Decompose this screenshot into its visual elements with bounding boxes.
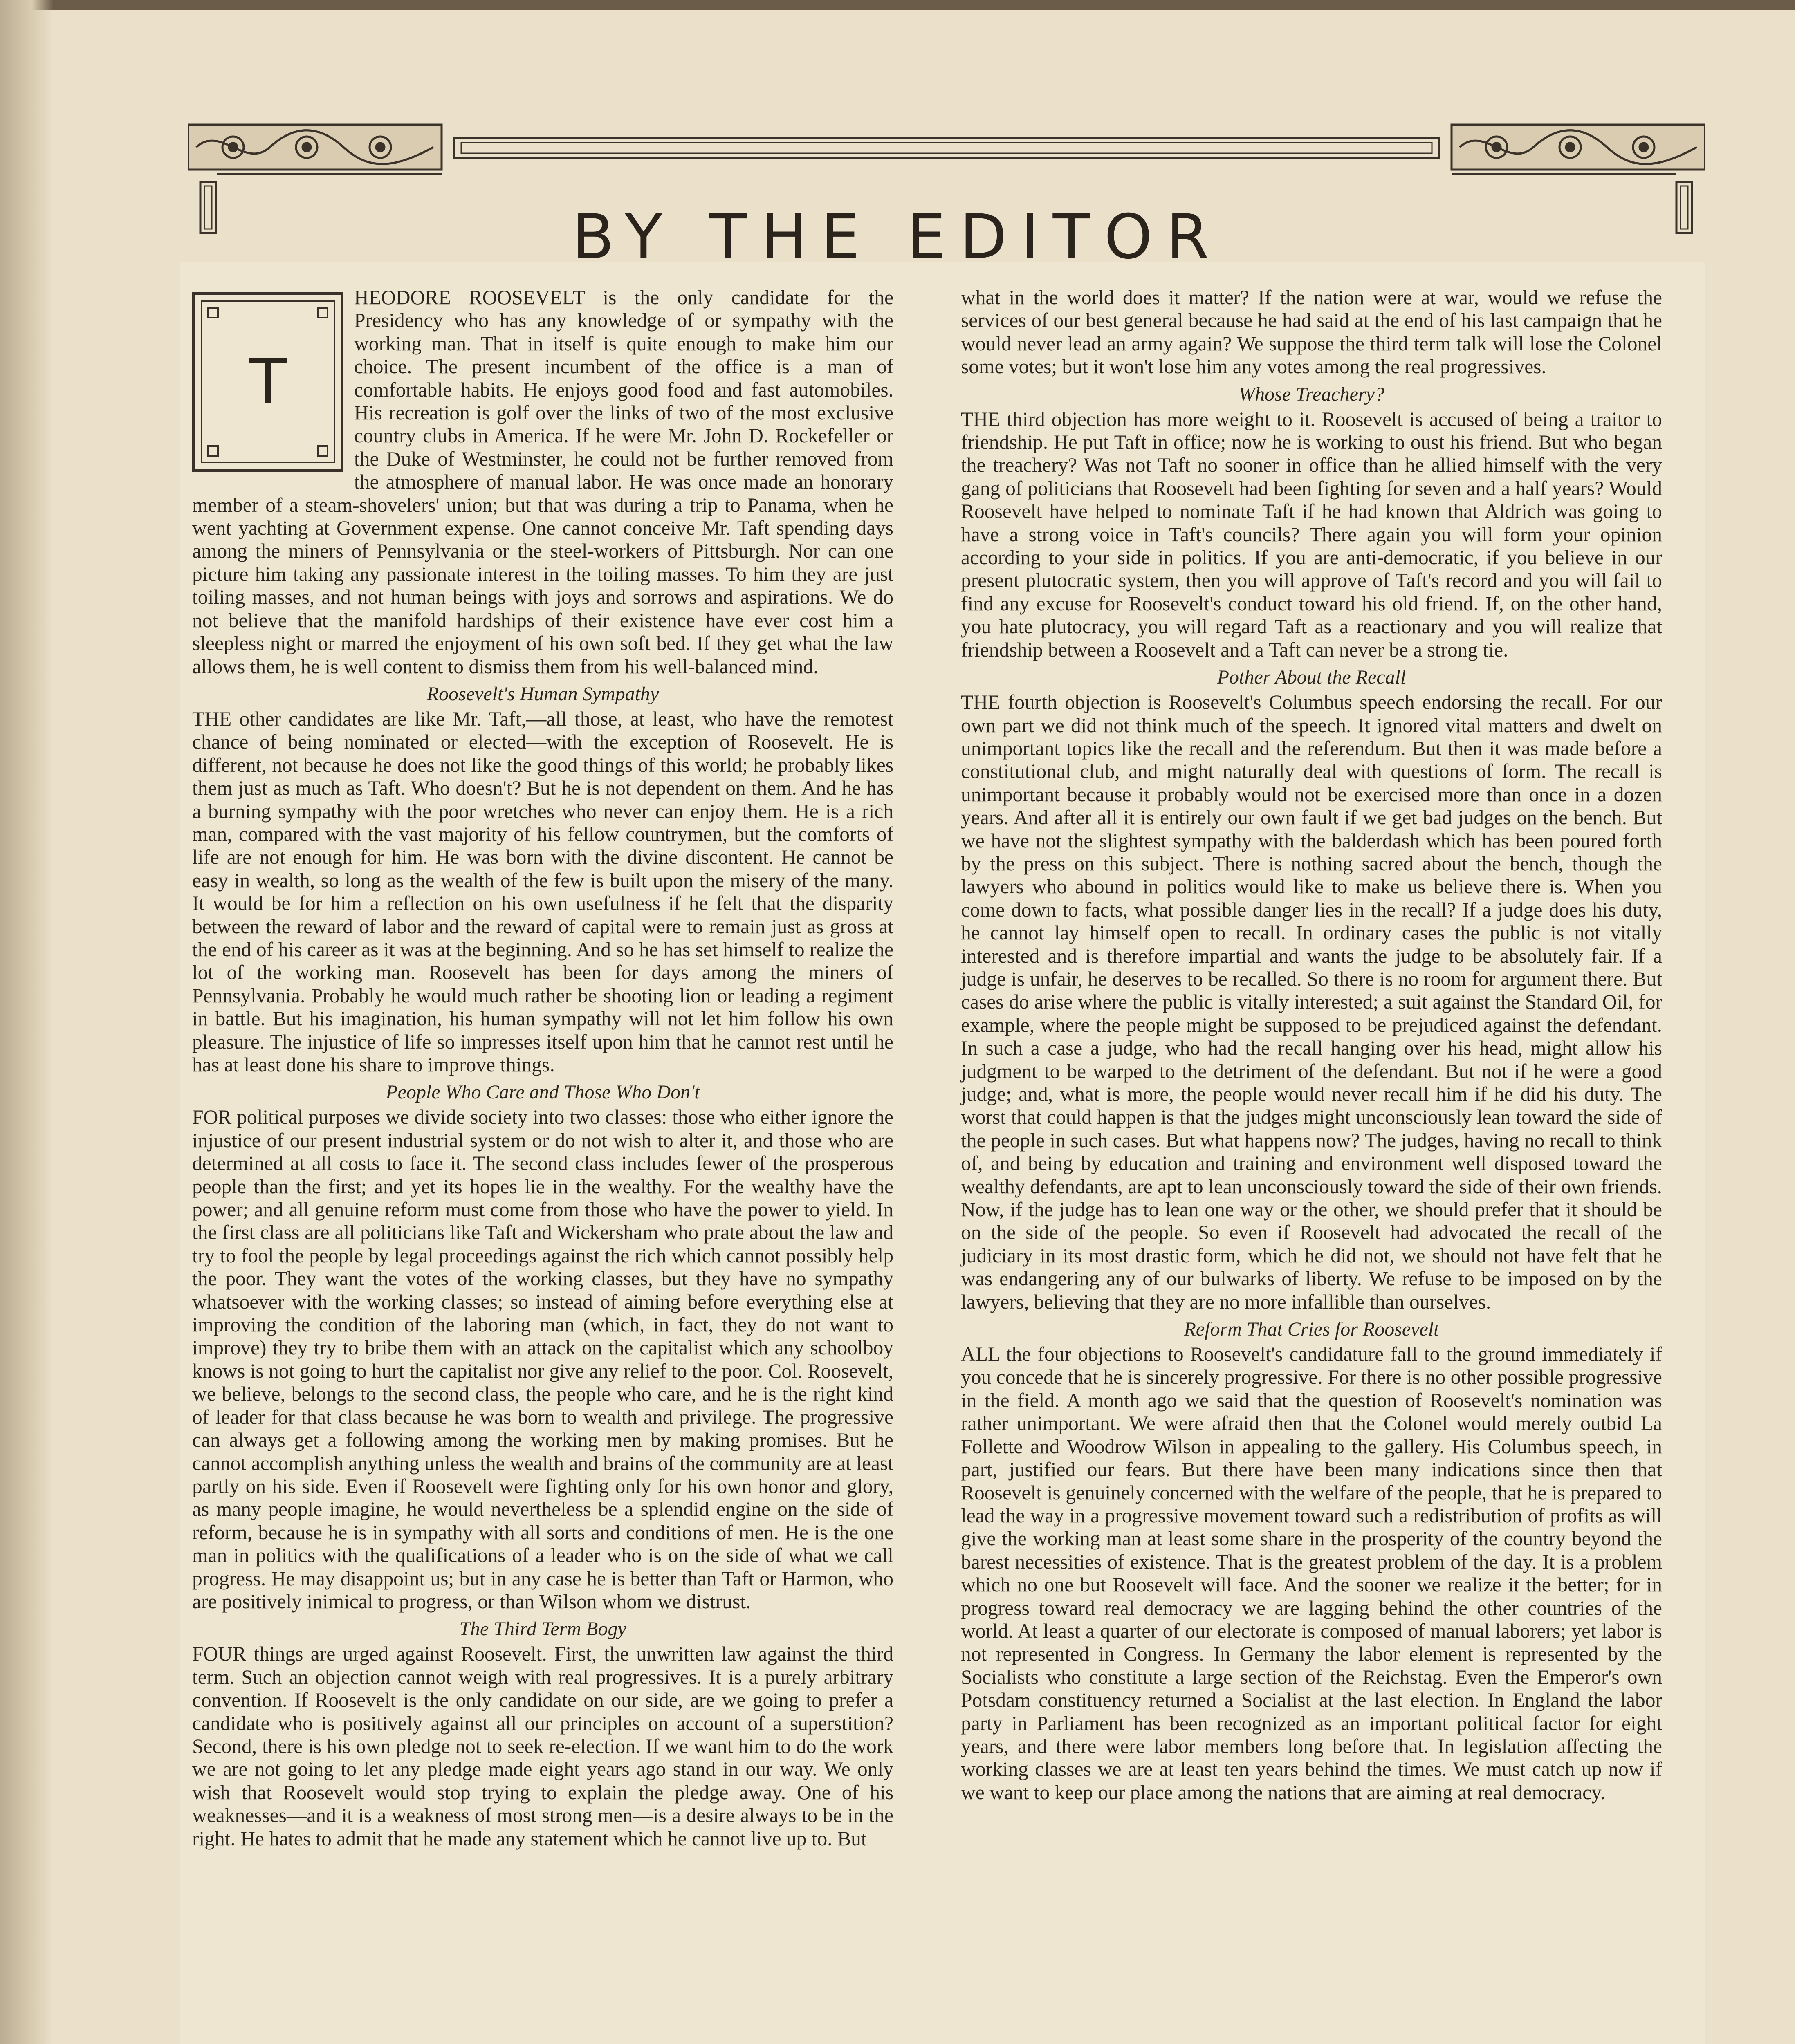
section-heading: Reform That Cries for Roosevelt [1184, 1318, 1439, 1340]
header-bar [454, 138, 1439, 158]
left-floral-ornament [188, 125, 442, 170]
section-body: THE fourth objection is Roosevelt's Columbus speech endorsing the recall. For our own part we did not think much of the speech. It ignored vital matters and dwelt on unimportant topics like the recall and the referendum. But then it was made before a constitutional club, and might naturally deal with questions of form. The recall is unimportant because it probably would not be exercised more than once in a dozen years. And after all it is entirely our own fault if we get bad judges on the bench. But we have not the slightest sympathy with the balderdash which has been poured forth by the press on this subject. There is nothing sacred about the bench, though the lawyers who abound in politics would like to make us believe there is. When you come down to facts, what possible danger lies in the recall? If a judge does his duty, he cannot lay himself open to recall. In ordinary cases the public is not vitally interested and is therefore impartial and wants the judge to be absolutely fair. If a judge is unfair, he deserves to be recalled. So there is no room for argument there. But cases do arise where the public is vitally interested; a suit against the Standard Oil, for example, where the people might be supposed to be prejudiced against the defendant. In such a case a judge, who had the recall hanging over his head, might allow his judgment to be warped to the detriment of the defendant. But not if he were a good judge; and, what is more, the people would never recall him if he did his duty. The worst that could happen is that the judges might unconsciously lean toward the side of the people in such cases. But what happens now? The judges, having no recall to think of, and being by education and training and environment well disposed toward the wealthy defendants, are apt to lean unconsciously toward the side of their own friends. Now, if the judge has to lean one way or the other, we should prefer that it should be on the side of the people. So even if Roosevelt had advocated the recall of the judiciary in its most drastic form, which he did not, we should not have felt that he was endangering any of our bulwarks of liberty. We refuse to be imposed on by the lawyers, believing that they are no more infallible than ourselves. [961, 691, 1662, 1313]
section-heading: People Who Care and Those Who Don't [386, 1081, 700, 1103]
drop-cap-box [192, 292, 343, 472]
section-body: FOR political purposes we divide society into two classes: those who either ignore the injustice of our present industrial system or do not wish to alter it, and those who are determined at all costs to face it. The second class includes fewer of the prosperous people than the first; and yet its hopes lie in the wealthy. For the wealthy have the power; and all genuine reform must come from those who have the power to yield. In the first class are all politicians like Taft and Wickersham who prate about the law and try to fool the people by legal proceedings against the rich which cannot possibly help the poor. They want the votes of the working classes, but they have no sympathy whatsoever with the working classes; so instead of aiming before everything else at improving the condition of the laboring man (which, in fact, they do not want to improve) they try to bribe them with an attack on the capitalist which any schoolboy knows is not going to hurt the capitalist nor give any relief to the poor. Col. Roosevelt, we believe, belongs to the second class, the people who care, and he is the right kind of leader for that class because he was born to wealth and privilege. The progressive can always get a following among the working men by making promises. But he cannot accomplish anything unless the wealth and brains of the community are at least partly on his side. Even if Roosevelt were fighting only for his own honor and glory, as many people imagine, he would nevertheless be a splendid engine on the side of reform, because he is in sympathy with all sorts and conditions of men. He is the one man in politics with the qualifications of a leader who is on the side of what we call progress. He may disappoint us; but in any case he is better than Taft or Harmon, who are positively inimical to progress, or than Wilson whom we distrust. [192, 1106, 893, 1613]
drop-cap-letter: T [249, 346, 287, 417]
section-body: ALL the four objections to Roosevelt's candidature fall to the ground immediately if you concede that he is sincerely progressive. For there is no other possible progressive in the field. A month ago we said that the question of Roosevelt's nomination was rather unimportant. We were afraid then that the Colonel would merely outbid La Follette and Woodrow Wilson in appealing to the gallery. His Columbus speech, in part, justified our fears. But there have been many indications since then that Roosevelt is genuinely concerned with the welfare of the people, that he is prepared to lead the way in a progressive movement toward such a redistribution of profits as will give the working man at least some share in the prosperity of the country beyond the barest necessities of existence. That is the greatest problem of the day. It is a problem which no one but Roosevelt will face. And the sooner we realize it the better; for in progress toward real democracy we are lagging behind the other countries of the world. At least a quarter of our electorate is composed of manual laborers; yet labor is not represented in Congress. In Germany the labor element is represented by the Socialists who constitute a large section of the Reichstag. Even the Emperor's own Potsdam constituency returned a Socialist at the last election. In England the labor party in Parliament has been recognized as an important political factor for eight years, and there were labor members long before that. In legislation affecting the working classes we are at least ten years behind the times. We must catch up now if we want to keep our place among the nations that are aiming at real democracy. [961, 1343, 1662, 1804]
continuation-paragraph: what in the world does it matter? If the nation were at war, would we refuse the services of our best general because he had said at the end of his last campaign that he would never lead an army again? We suppose the third term talk will lose the Colonel some votes; but it won't lose him any votes among the real progressives. [961, 286, 1662, 378]
right-column [961, 286, 1662, 1804]
section-heading: The Third Term Bogy [459, 1618, 626, 1640]
page-binding-shadow [0, 0, 53, 2044]
intro-paragraph: HEODORE ROOSEVELT is the only candidate for the Presidency who has any knowledge of or sympathy with the working man. That in itself is quite enough to make him our choice. The present incumbent of the office is a man of comfortable habits. He enjoys good food and fast automobiles. His recreation is golf over the links of two of the most exclusive country clubs in America. If he were Mr. John D. Rockefeller or the Duke of Westminster, he could not be further removed from the atmosphere of manual labor. He was once made an honorary member of a steam-shovelers' union; but that was during a trip to Panama, when he went yachting at Government expense. One cannot conceive Mr. Taft spending days among the miners of Pennsylvania or the steel-workers of Pittsburgh. Nor can one picture him taking any passionate interest in the toiling masses. To him they are just toiling masses, and not human beings with joys and sorrows and aspirations. We do not believe that the manifold hardships of their existence have ever cost him a sleepless night or marred the enjoyment of his own soft bed. If they get what the law allows them, he is well content to dismiss them from his well-balanced mind. [192, 286, 893, 678]
section-body: THE other candidates are like Mr. Taft,—all those, at least, who have the remotest chance of being nominated or elected—with the exception of Roosevelt. He is different, not because he does not like the good things of this world; he probably likes them just as much as Taft. Who doesn't? But he is not dependent on them. And he has a burning sympathy with the poor wretches who never can enjoy them. He is a rich man, compared with the vast majority of his fellow countrymen, but the comforts of life are not enough for him. He was born with the divine discontent. He cannot be easy in wealth, so long as the wealth of the few is built upon the misery of the many. It would be for him a reflection on his own usefulness if he felt that the disparity between the reward of labor and the reward of capital were to remain just as gross at the end of his career as it was at the beginning. And so he has set himself to realize the lot of the working man. Roosevelt has been for days among the miners of Pennsylvania. Probably he would much rather be shooting lion or leading a regiment in battle. But his imagination, his human sympathy will not let him follow his own pleasure. The injustice of life so impresses itself upon him that he cannot rest until he has at least done his share to improve things. [192, 707, 893, 1076]
page-top-edge [0, 0, 1795, 10]
right-floral-ornament [1452, 125, 1705, 170]
section-heading: Pother About the Recall [1217, 666, 1406, 688]
section-body: THE third objection has more weight to it. Roosevelt is accused of being a traitor to friendship. He put Taft in office; now he is working to oust his friend. But who began the treachery? Was not Taft no sooner in office than he allied himself with the very gang of politicians that Roosevelt had been fighting for seven and a half years? Would Roosevelt have helped to nominate Taft if he had known that Aldrich was going to have a strong voice in Taft's councils? There again you will form your opinion according to your side in politics. If you are anti-democratic, if you believe in our present plutocratic system, then you will approve of Taft's record and you will fail to find any excuse for Roosevelt's conduct toward his old friend. If, on the other hand, you hate plutocracy, you will regard Taft as a reactionary and you will realize that friendship between a Roosevelt and a Taft can never be a strong tie. [961, 408, 1662, 661]
page-title: BY THE EDITOR [572, 202, 1223, 273]
section-body: FOUR things are urged against Roosevelt. First, the unwritten law against the third term. Such an objection cannot weigh with real progressives. It is a purely arbitrary convention. If Roosevelt is the only candidate on our side, are we going to prefer a candidate who is positively against all our principles on account of a superstition? Second, there is his own pledge not to seek re-election. If we want him to do the work we are not going to let any pledge made eight years ago stand in our way. We only wish that Roosevelt would stop trying to explain the pledge away. One of his weaknesses—and it is a weakness of most strong men—is a desire always to be in the right. He hates to admit that he made any statement which he cannot live up to. But [192, 1643, 893, 1850]
section-heading: Roosevelt's Human Sympathy [426, 683, 659, 705]
left-column [192, 286, 893, 1850]
section-heading: Whose Treachery? [1239, 383, 1384, 405]
